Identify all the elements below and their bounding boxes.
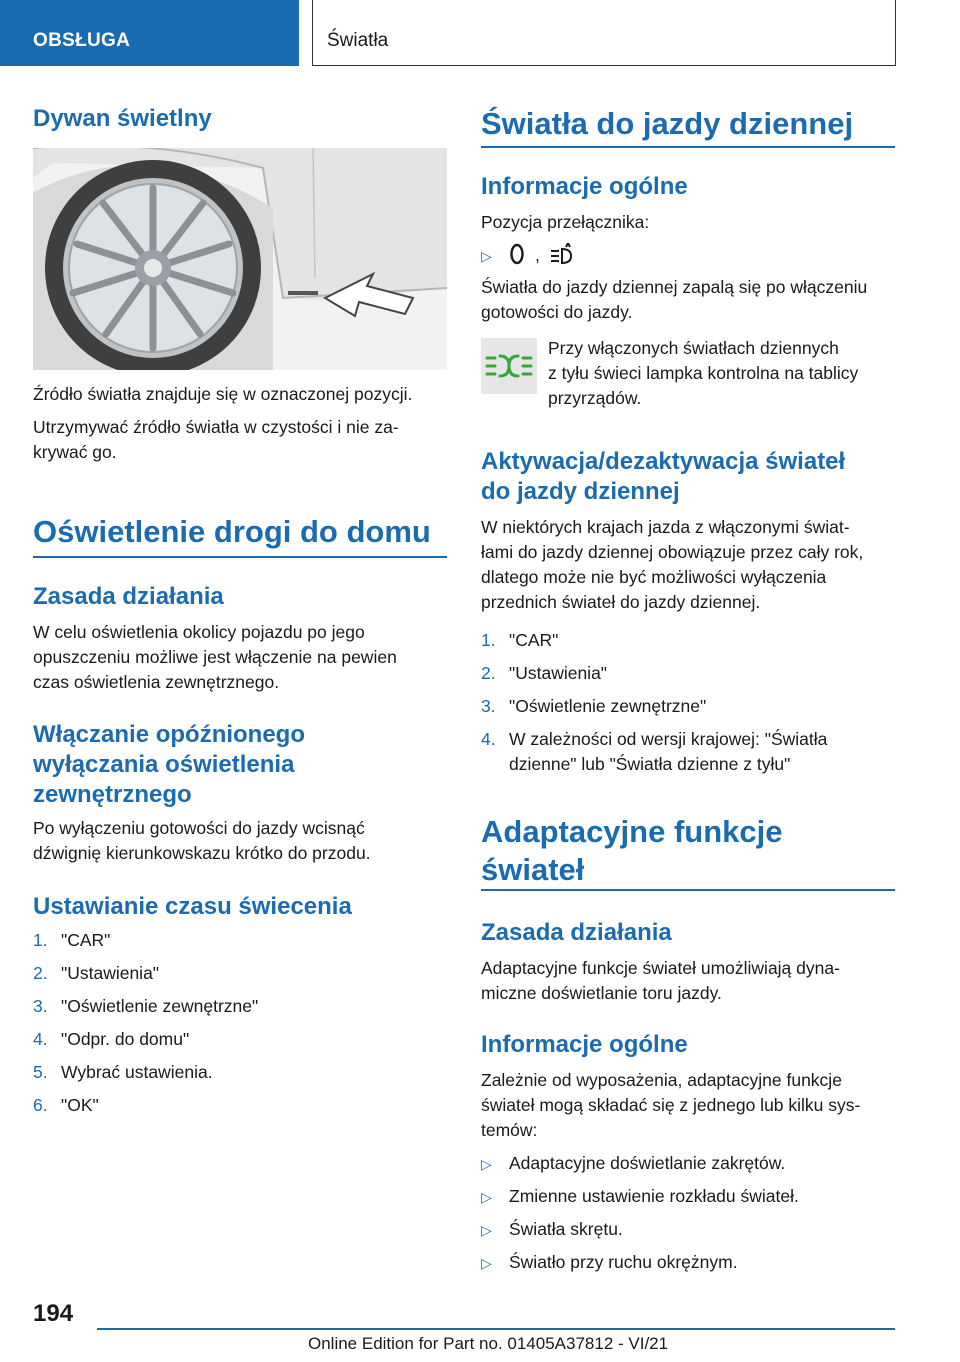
heading-principle: Zasada działania	[33, 583, 224, 610]
heading-rule	[481, 146, 895, 148]
list-text: "Ustawienia"	[61, 963, 160, 983]
bullet-text: Zmienne ustawienie rozkładu świateł.	[509, 1186, 799, 1206]
list-text: Wybrać ustawienia.	[61, 1062, 213, 1082]
heading-enable-line-3: zewnętrznego	[33, 781, 192, 808]
activation-line-3: dlatego może nie być możliwości wyłączenia	[481, 567, 827, 587]
list-text: W zależności od wersji krajowej: "Światła	[509, 729, 828, 749]
list-number: 2.	[481, 663, 496, 683]
general-line-1: Zależnie od wyposażenia, adaptacyjne funkcje	[481, 1070, 842, 1090]
heading-rule	[33, 556, 447, 558]
indicator-line-2: z tyłu świeci lampka kontrolna na tablicy	[548, 363, 859, 383]
list-text: "Odpr. do domu"	[61, 1029, 190, 1049]
switch-separator: ,	[535, 245, 540, 265]
bullet-item	[481, 1250, 895, 1275]
list-number: 3.	[33, 996, 48, 1016]
heading-home-lighting: Oświetlenie drogi do domu	[33, 514, 431, 549]
list-item	[33, 1060, 447, 1085]
list-item	[33, 994, 447, 1019]
list-number: 1.	[481, 630, 496, 650]
heading-adaptive-line-2: świateł	[481, 852, 585, 887]
edition-note: Online Edition for Part no. 01405A37812 - VI/21	[308, 1334, 669, 1353]
car-wheel-photo	[33, 148, 447, 370]
list-number: 4.	[33, 1029, 48, 1049]
section-title: OBSŁUGA	[33, 30, 131, 51]
list-item	[33, 928, 447, 953]
list-number: 1.	[33, 930, 48, 950]
bullet-item	[481, 1217, 895, 1242]
switch-positions	[481, 243, 895, 268]
list-text-continued: dzienne" lub "Światła dzienne z tyłu"	[509, 754, 791, 774]
list-number: 3.	[481, 696, 496, 716]
triangle-bullet-icon: ▷	[481, 1156, 492, 1172]
section-tab	[0, 0, 299, 66]
heading-activation-line-2: do jazdy dziennej	[481, 478, 680, 505]
heading-time-setting: Ustawianie czasu świecenia	[33, 893, 352, 920]
bullet-item	[481, 1184, 895, 1209]
list-item	[481, 727, 895, 777]
page-number: 194	[33, 1300, 74, 1327]
general-line-3: temów:	[481, 1120, 538, 1140]
switch-zero-icon	[509, 243, 525, 272]
triangle-bullet-icon: ▷	[481, 1255, 492, 1271]
switch-position-label: Pozycja przełącznika:	[481, 212, 650, 232]
list-item	[481, 694, 895, 719]
list-text: "OK"	[61, 1095, 99, 1115]
list-item	[481, 661, 895, 686]
carpet-paragraph-1: Źródło światła znajduje się w oznaczonej pozycji.	[33, 384, 413, 404]
heading-general: Informacje ogólne	[481, 173, 688, 200]
list-item	[33, 1027, 447, 1052]
activation-line-2: łami do jazdy dziennej obowiązuje przez cały rok,	[481, 542, 864, 562]
list-number: 2.	[33, 963, 48, 983]
carpet-paragraph-2a: Utrzymywać źródło światła w czystości i nie za‐	[33, 417, 399, 437]
bullet-text: Światła skrętu.	[509, 1219, 623, 1239]
heading-carpet: Dywan świetlny	[33, 105, 212, 132]
list-number: 4.	[481, 729, 496, 749]
list-text: "Oświetlenie zewnętrzne"	[509, 696, 707, 716]
car-wheel-illustration	[33, 148, 447, 370]
triangle-bullet-icon: ▷	[481, 248, 492, 264]
enable-line-2: dźwignię kierunkowskazu krótko do przodu.	[33, 843, 371, 863]
list-text: "Oświetlenie zewnętrzne"	[61, 996, 259, 1016]
triangle-bullet-icon: ▷	[481, 1189, 492, 1205]
indicator-line-3: przyrządów.	[548, 388, 642, 408]
drl-lamp-icon	[481, 338, 537, 394]
chapter-title: Światła	[327, 30, 389, 51]
auto-light-icon	[549, 243, 575, 274]
activation-line-1: W niektórych krajach jazda z włączonymi świat‐	[481, 517, 850, 537]
list-item	[33, 961, 447, 986]
bullet-item	[481, 1151, 895, 1176]
drl-line-2: gotowości do jazdy.	[481, 302, 633, 322]
list-text: "Ustawienia"	[509, 663, 608, 683]
drl-line-1: Światła do jazdy dziennej zapalą się po włączeniu	[481, 277, 868, 297]
adaptive-line-2: miczne doświetlanie toru jazdy.	[481, 983, 722, 1003]
indicator-line-1: Przy włączonych światłach dziennych	[548, 338, 839, 358]
drl-indicator-lamp	[481, 338, 537, 394]
heading-general-2: Informacje ogólne	[481, 1031, 688, 1058]
activation-line-4: przednich świateł do jazdy dziennej.	[481, 592, 761, 612]
bullet-text: Światło przy ruchu okrężnym.	[509, 1252, 738, 1272]
chapter-box	[312, 0, 896, 66]
adaptive-line-1: Adaptacyjne funkcje świateł umożliwiają dyna‐	[481, 958, 840, 978]
heading-adaptive-line-1: Adaptacyjne funkcje	[481, 814, 783, 849]
footer-rule	[97, 1328, 895, 1330]
general-line-2: świateł mogą składać się z jednego lub kilku sys‐	[481, 1095, 861, 1115]
principle-line-1: W celu oświetlenia okolicy pojazdu po jego	[33, 622, 365, 642]
heading-activation-line-1: Aktywacja/dezaktywacja świateł	[481, 448, 846, 475]
enable-line-1: Po wyłączeniu gotowości do jazdy wcisnąć	[33, 818, 365, 838]
bullet-text: Adaptacyjne doświetlanie zakrętów.	[509, 1153, 786, 1173]
carpet-paragraph-2b: krywać go.	[33, 442, 117, 462]
heading-rule	[481, 889, 895, 891]
heading-enable-line-2: wyłączania oświetlenia	[33, 751, 295, 778]
list-number: 6.	[33, 1095, 48, 1115]
principle-line-3: czas oświetlenia zewnętrznego.	[33, 672, 280, 692]
list-number: 5.	[33, 1062, 48, 1082]
list-text: "CAR"	[509, 630, 559, 650]
triangle-bullet-icon: ▷	[481, 1222, 492, 1238]
list-text: "CAR"	[61, 930, 111, 950]
list-item	[33, 1093, 447, 1118]
principle-line-2: opuszczeniu możliwe jest włączenie na pewien	[33, 647, 397, 667]
heading-enable-line-1: Włączanie opóźnionego	[33, 721, 306, 748]
heading-drl: Światła do jazdy dziennej	[481, 106, 854, 141]
list-item	[481, 628, 895, 653]
heading-principle-2: Zasada działania	[481, 919, 672, 946]
